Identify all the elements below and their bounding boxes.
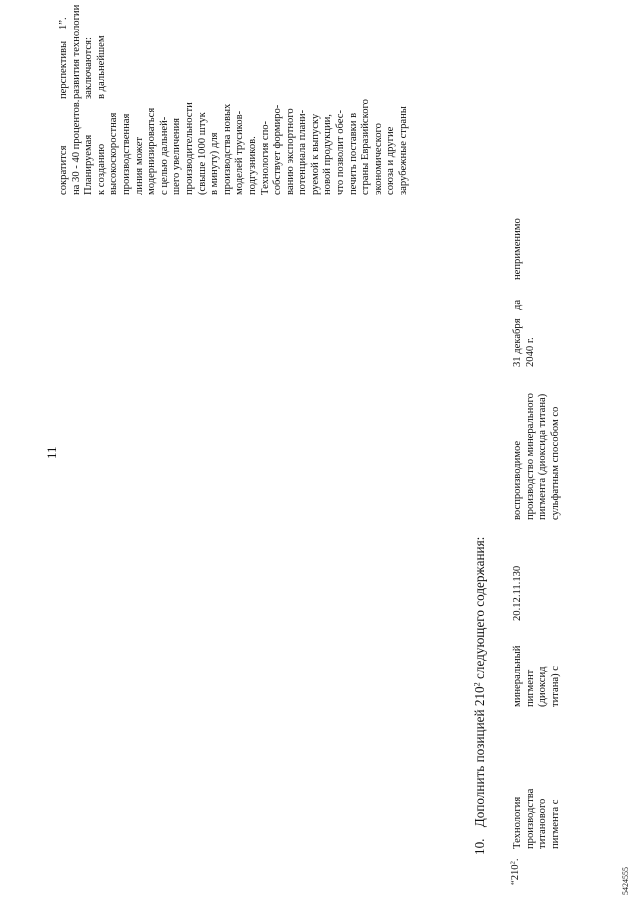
text-line: перспективы <box>58 40 69 99</box>
text-line: в дальнейшем <box>95 35 107 99</box>
text-line: в минуту) для <box>209 132 221 195</box>
text-line: с целью дальней- <box>158 116 170 195</box>
effects-description <box>58 99 411 195</box>
text-line: печить поставки в <box>347 112 359 195</box>
text-line: моделей трусиков- <box>234 110 246 195</box>
text-line: шего увеличения <box>171 117 183 195</box>
text-line: пигмент <box>524 669 536 707</box>
text-line: производства новых <box>221 103 233 195</box>
page-number: 11 <box>44 446 59 459</box>
text-line: 2040 г. <box>524 337 536 367</box>
text-line: на 30 - 40 процентов. <box>70 99 82 195</box>
flag-yes: да <box>512 299 523 310</box>
text-line: Технология спо- <box>259 120 271 195</box>
heading-superscript: 2 <box>472 682 482 687</box>
text-line: (свыше 1000 штук <box>196 112 208 195</box>
text-line: пигмента (диоксида титана) <box>537 393 549 520</box>
text-line: развития технологии <box>70 4 82 99</box>
text-line: заключаются: <box>83 37 95 99</box>
text-line: титанового <box>537 798 549 849</box>
heading-text-end: следующего содержания: <box>472 536 487 683</box>
text-line: новой продукции, <box>322 114 334 195</box>
text-line: производство минерального <box>524 393 536 520</box>
text-line: 31 декабря <box>512 318 523 367</box>
text-line: ванию экспортного <box>284 108 296 195</box>
text-line: линия может <box>133 136 145 195</box>
text-line: потенциала плани- <box>297 109 309 195</box>
text-line: модернизироваться <box>146 107 158 195</box>
deadline <box>512 318 537 367</box>
text-line: что позволит обес- <box>335 110 347 195</box>
position-number: “$210^2$. <box>509 858 521 885</box>
activity-description <box>512 393 562 520</box>
text-line: зарубежные страны <box>398 106 410 195</box>
text-line: производительности <box>183 102 195 195</box>
text-line: (диоксид <box>537 666 549 707</box>
text-line: руемой к выпуску <box>309 113 321 195</box>
product-name <box>512 646 562 707</box>
text-line: страны Евразийского <box>360 99 372 195</box>
text-line: к созданию <box>95 143 107 195</box>
row-tail-mark: 1”. <box>58 17 69 30</box>
text-line: подгузников. <box>246 136 258 195</box>
text-line: союза и другие <box>385 126 397 195</box>
technology-name <box>512 789 562 849</box>
heading-number: 10. <box>472 838 487 855</box>
section-heading <box>474 537 487 855</box>
okpd-code: 20.12.11.130 <box>512 565 523 621</box>
text-line: производства <box>524 788 536 849</box>
text-line: Технология <box>512 796 523 849</box>
text-line: титана) с <box>549 665 561 707</box>
text-line: Планируемая <box>83 134 95 195</box>
text-line: собствует формиро- <box>272 104 284 195</box>
text-line: сократится <box>58 145 69 195</box>
text-line: сульфатным способом со <box>549 406 561 520</box>
text-line: минеральный <box>512 645 523 707</box>
flag-status: неприменимо <box>512 218 523 280</box>
document-code: 5424555 <box>621 867 630 895</box>
text-line: высокоскоростная <box>108 112 120 195</box>
heading-text: Дополнить позицией 210 <box>472 686 487 828</box>
text-line: воспроизводимое <box>512 440 523 520</box>
text-line: пигмента с <box>549 799 561 849</box>
text-line: экономического <box>372 123 384 195</box>
text-line: производственная <box>120 113 132 195</box>
